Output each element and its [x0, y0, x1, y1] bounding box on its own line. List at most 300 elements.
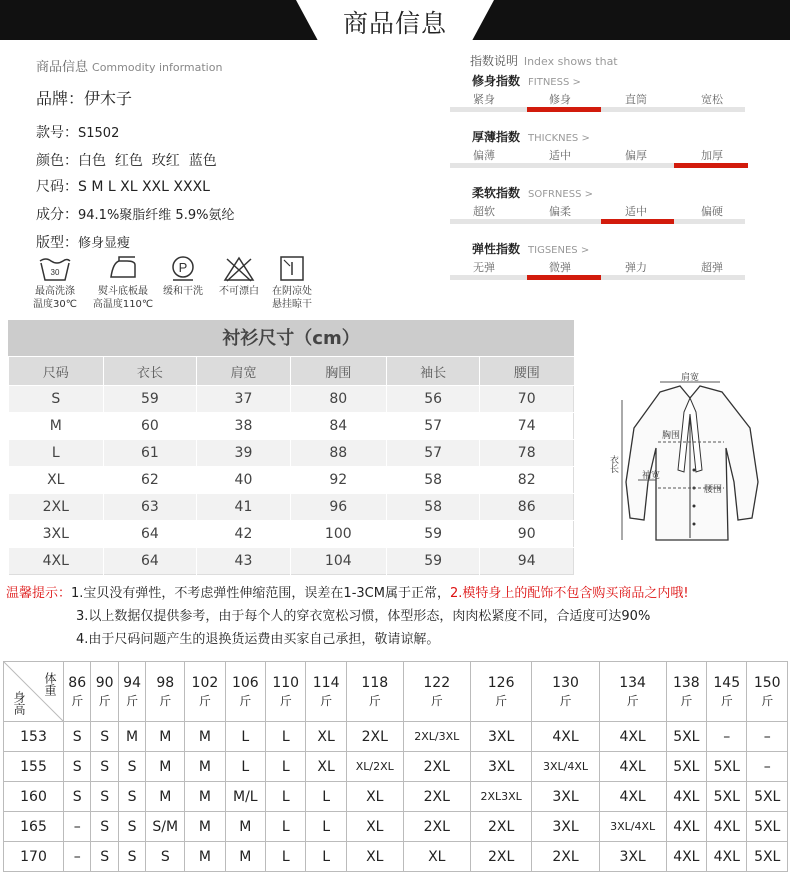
- size-table-header-cell: 尺码: [9, 357, 104, 386]
- index-name-cn: 柔软指数: [472, 186, 521, 200]
- wash-30-icon: [37, 255, 73, 283]
- grid-weight-header: [118, 662, 145, 722]
- table-row: [4, 842, 788, 872]
- grid-weight-header: [64, 662, 91, 722]
- care-item-bleach: [214, 255, 264, 298]
- table-cell: XL: [9, 467, 104, 494]
- table-cell: 2XL: [470, 842, 532, 872]
- table-cell: XL: [403, 842, 470, 872]
- weight-unit: 斤: [98, 693, 111, 708]
- index-name-cn: 修身指数: [472, 74, 521, 88]
- table-cell: 88: [290, 440, 386, 467]
- table-cell: 38: [197, 413, 291, 440]
- table-cell: L: [225, 722, 265, 752]
- shirt-illustration: [600, 370, 780, 560]
- index-block: [448, 240, 748, 290]
- color-value: 白色 红色 玫红 蓝色: [78, 153, 217, 169]
- index-level-label: 无弹: [473, 261, 495, 274]
- weight-unit: 斤: [198, 693, 211, 708]
- line-dry-shade-icon: [274, 255, 310, 283]
- table-cell: 92: [290, 467, 386, 494]
- table-cell: L: [306, 842, 346, 872]
- table-cell: 2XL: [403, 812, 470, 842]
- wash-temp-mark: 30: [50, 268, 60, 277]
- index-heading-cn: 指数说明: [470, 54, 519, 68]
- table-cell: 2XL/3XL: [403, 722, 470, 752]
- index-name: [472, 72, 581, 89]
- grid-weight-header: [91, 662, 118, 722]
- table-row: [9, 440, 574, 467]
- weight-unit: 斤: [239, 693, 252, 708]
- table-cell: M/L: [225, 782, 265, 812]
- size-table-grid: [8, 356, 574, 575]
- index-level-label: 偏薄: [473, 149, 495, 162]
- table-cell: S: [146, 842, 185, 872]
- size-value: S M L XL XXL XXXL: [78, 179, 210, 195]
- weight-value: 102: [191, 674, 219, 691]
- tip-text-2: 2.模特身上的配饰不包含购买商品之内哦!: [449, 586, 689, 601]
- table-cell: 4XL: [599, 782, 666, 812]
- table-cell: 40: [197, 467, 291, 494]
- weight-unit: 斤: [720, 693, 733, 708]
- grid-height-cell: 155: [4, 752, 64, 782]
- model-label: 款号：: [36, 125, 78, 141]
- weight-unit: 斤: [126, 693, 139, 708]
- index-track: [450, 107, 745, 112]
- table-cell: L: [306, 812, 346, 842]
- table-cell: 70: [480, 386, 574, 413]
- care-text: 在阴凉处: [272, 286, 312, 297]
- table-cell: 56: [386, 386, 480, 413]
- table-cell: –: [64, 842, 91, 872]
- table-cell: 84: [290, 413, 386, 440]
- weight-unit: 斤: [680, 693, 693, 708]
- table-cell: 86: [480, 494, 574, 521]
- care-item-wash: [30, 255, 80, 311]
- index-level-label: 偏硬: [701, 205, 723, 218]
- table-cell: 58: [386, 494, 480, 521]
- weight-unit: 斤: [71, 693, 84, 708]
- table-cell: S: [64, 782, 91, 812]
- weight-value: 86: [68, 674, 87, 691]
- color-row: [36, 150, 217, 170]
- weight-unit: 斤: [279, 693, 292, 708]
- table-cell: 74: [480, 413, 574, 440]
- table-cell: –: [747, 722, 788, 752]
- table-cell: 96: [290, 494, 386, 521]
- table-cell: 58: [386, 467, 480, 494]
- table-cell: 3XL: [599, 842, 666, 872]
- weight-value: 145: [713, 674, 741, 691]
- table-cell: 90: [480, 521, 574, 548]
- height-weight-size-grid: [3, 661, 788, 872]
- table-row: [9, 521, 574, 548]
- grid-height-cell: 165: [4, 812, 64, 842]
- size-table-header: [9, 357, 574, 386]
- index-level-label: 偏柔: [549, 205, 571, 218]
- care-text: 高温度110℃: [92, 299, 154, 310]
- tip-text-1: 1.宝贝没有弹性，不考虑弹性伸缩范围，误差在1-3CM属于正常，: [71, 586, 450, 601]
- table-cell: 60: [103, 413, 197, 440]
- grid-height-cell: 160: [4, 782, 64, 812]
- weight-unit: 斤: [626, 693, 639, 708]
- weight-value: 94: [123, 674, 141, 691]
- weight-value: 126: [487, 674, 515, 691]
- table-cell: –: [64, 812, 91, 842]
- table-cell: 2XL: [532, 842, 599, 872]
- grid-weight-header: [707, 662, 747, 722]
- table-cell: S: [118, 752, 145, 782]
- table-cell: S: [64, 722, 91, 752]
- size-table-header-cell: 肩宽: [197, 357, 291, 386]
- weight-unit: 斤: [761, 693, 774, 708]
- index-track: [450, 219, 745, 224]
- index-selected-marker: [601, 219, 675, 224]
- index-level-label: 偏厚: [625, 149, 647, 162]
- table-cell: 3XL: [9, 521, 104, 548]
- care-item-iron: [88, 255, 158, 311]
- weight-value: 98: [156, 674, 175, 691]
- index-name-en: THICKNES >: [528, 133, 590, 144]
- table-cell: M: [225, 842, 265, 872]
- size-table-header-cell: 腰围: [480, 357, 574, 386]
- table-cell: 3XL/4XL: [532, 752, 599, 782]
- table-cell: XL/2XL: [346, 752, 403, 782]
- table-cell: S/M: [146, 812, 185, 842]
- table-cell: L: [266, 812, 306, 842]
- tip-prefix: 温馨提示：: [6, 586, 72, 601]
- table-cell: S: [91, 722, 118, 752]
- table-cell: 2XL: [403, 752, 470, 782]
- table-cell: 5XL: [707, 782, 747, 812]
- grid-height-cell: 170: [4, 842, 64, 872]
- table-cell: 41: [197, 494, 291, 521]
- index-name: [472, 184, 593, 201]
- size-table-header-cell: 胸围: [290, 357, 386, 386]
- model-row: [36, 122, 119, 142]
- weight-value: 134: [619, 674, 646, 691]
- table-cell: 2XL: [403, 782, 470, 812]
- table-cell: XL: [346, 812, 403, 842]
- grid-weight-header: [225, 662, 265, 722]
- table-cell: L: [266, 752, 306, 782]
- index-level-label: 加厚: [701, 149, 723, 162]
- care-text: 不可漂白: [219, 286, 259, 297]
- size-table: [8, 320, 574, 575]
- weight-value: 138: [672, 674, 700, 691]
- tip-line-4: 4.由于尺码问题产生的退换货运费由买家自己承担，敬请谅解。: [76, 632, 440, 647]
- grid-corner: [4, 662, 64, 722]
- index-level-label: 超弹: [701, 261, 723, 274]
- index-level-label: 弹力: [625, 261, 647, 274]
- grid-weight-header: [146, 662, 185, 722]
- table-cell: 3XL: [470, 722, 532, 752]
- table-row: [9, 494, 574, 521]
- grid-weight-header: [403, 662, 470, 722]
- table-cell: S: [118, 812, 145, 842]
- index-name: [472, 128, 590, 145]
- grid-weight-header: [747, 662, 788, 722]
- index-name-en: FITNESS >: [528, 77, 581, 88]
- weight-value: 106: [231, 674, 259, 691]
- index-name-cn: 厚薄指数: [472, 130, 521, 144]
- tip-line-1: [6, 583, 689, 605]
- size-table-caption: 衬衫尺寸（cm）: [8, 320, 574, 356]
- care-text: 熨斗底板最: [98, 286, 148, 297]
- table-cell: 4XL: [666, 782, 706, 812]
- table-cell: 2XL: [9, 494, 104, 521]
- table-cell: S: [118, 782, 145, 812]
- table-cell: 3XL: [532, 782, 599, 812]
- table-cell: L: [225, 752, 265, 782]
- table-cell: –: [747, 752, 788, 782]
- table-cell: 80: [290, 386, 386, 413]
- table-cell: 2XL: [470, 812, 532, 842]
- index-level-label: 修身: [549, 93, 571, 106]
- chest-label: 胸围: [662, 430, 681, 440]
- corner-height-label: 身高: [12, 691, 26, 715]
- grid-weight-header: [185, 662, 225, 722]
- table-cell: S: [91, 752, 118, 782]
- table-cell: 2XL: [346, 722, 403, 752]
- shirt-measure-diagram: [600, 370, 780, 560]
- table-cell: M: [146, 782, 185, 812]
- table-cell: 43: [197, 548, 291, 575]
- grid-weight-header: [266, 662, 306, 722]
- table-cell: M: [118, 722, 145, 752]
- index-name-cn: 弹性指数: [472, 242, 521, 256]
- iron-icon: [105, 255, 141, 283]
- size-label: 尺码：: [36, 179, 78, 195]
- table-cell: S: [9, 386, 104, 413]
- table-cell: 5XL: [747, 842, 788, 872]
- table-row: [9, 548, 574, 575]
- table-cell: –: [707, 722, 747, 752]
- table-cell: M: [185, 812, 225, 842]
- table-row: [9, 386, 574, 413]
- table-row: [9, 467, 574, 494]
- table-cell: 4XL: [666, 842, 706, 872]
- table-cell: M: [146, 752, 185, 782]
- index-level-label: 宽松: [701, 93, 723, 106]
- index-track: [450, 275, 745, 280]
- table-cell: 59: [386, 548, 480, 575]
- table-cell: 4XL: [532, 722, 599, 752]
- length-label: 衣长: [609, 455, 619, 473]
- grid-height-cell: 153: [4, 722, 64, 752]
- table-cell: 64: [103, 521, 197, 548]
- table-cell: 4XL: [599, 722, 666, 752]
- table-cell: XL: [346, 782, 403, 812]
- fit-label: 版型：: [36, 235, 78, 251]
- table-cell: 63: [103, 494, 197, 521]
- table-cell: 5XL: [707, 752, 747, 782]
- weight-value: 110: [272, 674, 300, 691]
- index-track: [450, 163, 745, 168]
- size-table-header-cell: 衣长: [103, 357, 197, 386]
- weight-unit: 斤: [320, 693, 333, 708]
- index-level-label: 紧身: [473, 93, 495, 106]
- grid-weight-header: [306, 662, 346, 722]
- care-instructions: [30, 255, 330, 315]
- index-selected-marker: [674, 163, 748, 168]
- table-cell: S: [91, 782, 118, 812]
- shoulder-label: 肩宽: [680, 372, 700, 382]
- weight-unit: 斤: [159, 693, 172, 708]
- table-cell: 5XL: [666, 722, 706, 752]
- material-value: 94.1%聚脂纤维 5.9%氨纶: [78, 208, 235, 223]
- grid-weight-header: [532, 662, 599, 722]
- dry-clean-mark: P: [178, 260, 188, 275]
- table-cell: 82: [480, 467, 574, 494]
- table-cell: 4XL: [707, 812, 747, 842]
- index-level-label: 适中: [549, 149, 571, 162]
- weight-unit: 斤: [368, 693, 381, 708]
- material-label: 成分：: [36, 207, 78, 223]
- no-bleach-icon: [221, 255, 257, 283]
- index-block: [448, 184, 748, 234]
- table-cell: XL: [346, 842, 403, 872]
- table-cell: 37: [197, 386, 291, 413]
- care-text: 悬挂晾干: [272, 299, 312, 310]
- table-cell: S: [91, 842, 118, 872]
- table-cell: L: [266, 842, 306, 872]
- table-cell: 59: [386, 521, 480, 548]
- table-cell: 57: [386, 413, 480, 440]
- table-cell: M: [185, 782, 225, 812]
- table-cell: 5XL: [747, 782, 788, 812]
- index-level-label: 适中: [625, 205, 647, 218]
- weight-value: 150: [753, 674, 781, 691]
- table-row: [4, 782, 788, 812]
- size-table-header-cell: 袖长: [386, 357, 480, 386]
- section-banner: [0, 0, 790, 44]
- care-text: 缓和干洗: [163, 286, 203, 297]
- table-cell: XL: [306, 722, 346, 752]
- table-cell: 5XL: [747, 812, 788, 842]
- index-level-label: 超软: [473, 205, 495, 218]
- fit-row: [36, 232, 130, 252]
- index-name-en: SOFRNESS >: [528, 189, 593, 200]
- table-cell: 3XL: [470, 752, 532, 782]
- sleeve-label: 袖宽: [642, 470, 661, 480]
- color-label: 颜色：: [36, 153, 78, 169]
- index-selected-marker: [527, 107, 601, 112]
- table-cell: L: [266, 722, 306, 752]
- grid-weight-header: [666, 662, 706, 722]
- grid-weight-header: [470, 662, 532, 722]
- weight-value: 130: [552, 674, 579, 691]
- index-level-label: 微弹: [549, 261, 571, 274]
- care-text: 温度30℃: [33, 299, 77, 310]
- weight-unit: 斤: [495, 693, 508, 708]
- table-row: [4, 812, 788, 842]
- index-heading-en: Index shows that: [523, 55, 618, 68]
- table-row: [9, 413, 574, 440]
- index-block: [448, 128, 748, 178]
- table-cell: M: [9, 413, 104, 440]
- table-cell: 2XL3XL: [470, 782, 532, 812]
- table-cell: XL: [306, 752, 346, 782]
- table-cell: 4XL: [707, 842, 747, 872]
- weight-unit: 斤: [559, 693, 572, 708]
- index-name: [472, 240, 589, 257]
- fit-value: 修身显瘦: [78, 236, 131, 251]
- grid-weight-header: [346, 662, 403, 722]
- banner-title: 商品信息: [342, 9, 447, 38]
- table-cell: M: [185, 752, 225, 782]
- product-info-heading-cn: 商品信息: [36, 60, 89, 75]
- table-cell: 4XL: [666, 812, 706, 842]
- care-text: 最高洗涤: [35, 286, 75, 297]
- table-cell: L: [9, 440, 104, 467]
- table-cell: 57: [386, 440, 480, 467]
- index-heading: [470, 52, 618, 69]
- table-cell: S: [64, 752, 91, 782]
- table-row: [4, 752, 788, 782]
- table-row: [4, 722, 788, 752]
- weight-value: 122: [423, 674, 451, 691]
- table-cell: S: [91, 812, 118, 842]
- table-cell: 64: [103, 548, 197, 575]
- material-row: [36, 204, 234, 224]
- care-item-dryclean: [158, 255, 208, 298]
- table-cell: S: [118, 842, 145, 872]
- model-value: S1502: [78, 126, 120, 141]
- table-cell: L: [266, 782, 306, 812]
- care-item-dry: [266, 255, 318, 311]
- index-selected-marker: [527, 275, 601, 280]
- table-cell: 5XL: [666, 752, 706, 782]
- product-info-heading: [36, 56, 222, 75]
- corner-weight-label: 体重: [43, 672, 57, 696]
- table-cell: 42: [197, 521, 291, 548]
- dry-clean-icon: [165, 255, 201, 283]
- weight-value: 118: [361, 674, 389, 691]
- table-cell: 59: [103, 386, 197, 413]
- table-cell: 62: [103, 467, 197, 494]
- table-cell: 100: [290, 521, 386, 548]
- index-level-label: 直筒: [625, 93, 647, 106]
- table-cell: M: [185, 842, 225, 872]
- table-cell: 94: [480, 548, 574, 575]
- grid-header-row: [4, 662, 788, 722]
- table-cell: 3XL/4XL: [599, 812, 666, 842]
- weight-value: 90: [95, 674, 114, 691]
- index-block: [448, 72, 748, 122]
- table-cell: L: [306, 782, 346, 812]
- weight-value: 114: [312, 674, 340, 691]
- table-cell: 4XL: [599, 752, 666, 782]
- table-cell: M: [185, 722, 225, 752]
- weight-unit: 斤: [430, 693, 443, 708]
- table-cell: 104: [290, 548, 386, 575]
- table-cell: M: [225, 812, 265, 842]
- table-cell: 39: [197, 440, 291, 467]
- brand-row: 品牌：伊木子: [36, 89, 133, 108]
- product-info-heading-en: Commodity information: [92, 61, 223, 74]
- table-cell: M: [146, 722, 185, 752]
- grid-weight-header: [599, 662, 666, 722]
- table-cell: 61: [103, 440, 197, 467]
- table-cell: 78: [480, 440, 574, 467]
- table-cell: 3XL: [532, 812, 599, 842]
- table-cell: 4XL: [9, 548, 104, 575]
- size-row: [36, 176, 210, 196]
- waist-label: 腰围: [704, 484, 723, 494]
- index-name-en: TIGSENES >: [528, 245, 590, 256]
- tip-line-3: 3.以上数据仅提供参考，由于每个人的穿衣宽松习惯，体型形态，肉肉松紧度不同，合适度可达90%: [76, 609, 651, 624]
